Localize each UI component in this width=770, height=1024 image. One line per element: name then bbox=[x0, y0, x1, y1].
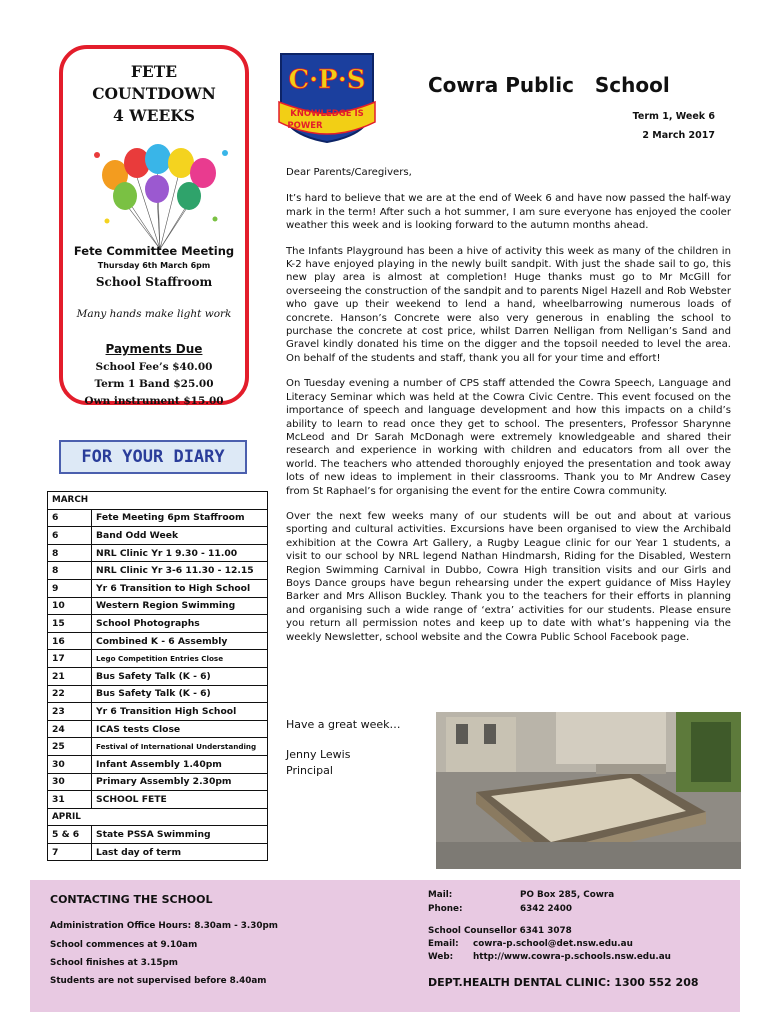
diary-row bbox=[48, 843, 268, 861]
diary-day: 6 bbox=[48, 527, 92, 545]
diary-row bbox=[48, 509, 268, 527]
diary-day: 17 bbox=[48, 650, 92, 668]
email-link[interactable]: cowra-p.school@det.nsw.edu.au bbox=[473, 939, 633, 949]
contact-footer bbox=[30, 880, 740, 1012]
diary-heading: FOR YOUR DIARY bbox=[59, 440, 247, 474]
diary-day: 23 bbox=[48, 703, 92, 721]
diary-day: 15 bbox=[48, 615, 92, 633]
diary-event: School Photographs bbox=[92, 615, 268, 633]
payment-row: School Fee’s $40.00 bbox=[95, 361, 213, 373]
office-hours: Administration Office Hours: 8.30am - 3.30pm bbox=[50, 921, 278, 931]
dental-clinic: DEPT.HEALTH DENTAL CLINIC: 1300 552 208 bbox=[428, 976, 699, 989]
letter-greeting: Dear Parents/Caregivers, bbox=[286, 167, 412, 178]
supervision-note: Students are not supervised before 8.40am bbox=[50, 976, 267, 986]
diary-day: 30 bbox=[48, 773, 92, 791]
diary-month-row bbox=[48, 492, 268, 510]
fete-title-line: COUNTDOWN bbox=[92, 84, 216, 103]
fete-meeting-where: School Staffroom bbox=[95, 275, 213, 289]
diary-event: Combined K - 6 Assembly bbox=[92, 632, 268, 650]
diary-month-row bbox=[48, 808, 268, 826]
diary-event: Fete Meeting 6pm Staffroom bbox=[92, 509, 268, 527]
svg-text:C·P·S: C·P·S bbox=[288, 65, 366, 95]
counsellor: School Counsellor 6341 3078 bbox=[428, 926, 572, 936]
diary-row bbox=[48, 703, 268, 721]
diary-event: NRL Clinic Yr 3-6 11.30 - 12.15 bbox=[92, 562, 268, 580]
diary-day: 24 bbox=[48, 720, 92, 738]
diary-event: State PSSA Swimming bbox=[92, 826, 268, 844]
diary-row bbox=[48, 755, 268, 773]
diary-month: APRIL bbox=[48, 808, 268, 826]
diary-row bbox=[48, 527, 268, 545]
closing-line: Have a great week… bbox=[286, 718, 401, 731]
sandpit-photo bbox=[436, 712, 741, 869]
diary-day: 21 bbox=[48, 667, 92, 685]
diary-table bbox=[47, 491, 268, 861]
diary-event: Yr 6 Transition to High School bbox=[92, 579, 268, 597]
diary-day: 10 bbox=[48, 597, 92, 615]
diary-day: 5 & 6 bbox=[48, 826, 92, 844]
phone-value: 6342 2400 bbox=[520, 904, 573, 914]
diary-row bbox=[48, 773, 268, 791]
diary-event: Festival of International Understanding bbox=[92, 738, 268, 756]
diary-row bbox=[48, 667, 268, 685]
payments-due-title: Payments Due bbox=[105, 342, 203, 356]
fete-title-line: 4 WEEKS bbox=[113, 106, 195, 125]
fete-meeting-when: Thursday 6th March 6pm bbox=[97, 261, 211, 270]
school-commences: School commences at 9.10am bbox=[50, 940, 198, 950]
school-crest-logo bbox=[275, 50, 379, 144]
school-name: Cowra Public School bbox=[428, 73, 670, 97]
diary-day: 22 bbox=[48, 685, 92, 703]
mail-value: PO Box 285, Cowra bbox=[520, 890, 615, 900]
diary-day: 9 bbox=[48, 579, 92, 597]
payment-row: Own instrument $15.00 bbox=[84, 395, 224, 407]
diary-row bbox=[48, 738, 268, 756]
web-label: Web: bbox=[428, 952, 454, 962]
letter-paragraph: On Tuesday evening a number of CPS staff attended the Cowra Speech, Language and Literacy Seminar which was held at the Cowra Civic Centre. This event focused on the importance of speech and language development and how this impacts on a child’s ability to learn to read once they get to school. The presenters, Professor Sharynne McLeod and Dr Sarah McDonagh were extremely knowledgeable and shared their research and experience in working with children and educators from all over the world. The teachers who attended thoroughly enjoyed the presentation and took away lots of new ideas to implement in their classrooms. Thank you to Mr Andrew Casey from St Raphael’s for organising the event for the entire Cowra community. bbox=[286, 378, 731, 497]
diary-day: 8 bbox=[48, 544, 92, 562]
diary-row bbox=[48, 685, 268, 703]
svg-text:POWER: POWER bbox=[287, 121, 323, 131]
fete-meeting-title: Fete Committee Meeting bbox=[73, 244, 235, 258]
diary-event: Last day of term bbox=[92, 843, 268, 861]
diary-event: Western Region Swimming bbox=[92, 597, 268, 615]
diary-day: 25 bbox=[48, 738, 92, 756]
diary-row bbox=[48, 826, 268, 844]
svg-text:KNOWLEDGE IS: KNOWLEDGE IS bbox=[290, 109, 364, 119]
school-finishes: School finishes at 3.15pm bbox=[50, 958, 178, 968]
diary-event: Bus Safety Talk (K - 6) bbox=[92, 667, 268, 685]
diary-row bbox=[48, 544, 268, 562]
signer-name: Jenny Lewis bbox=[286, 748, 351, 761]
diary-event: ICAS tests Close bbox=[92, 720, 268, 738]
diary-event: Yr 6 Transition High School bbox=[92, 703, 268, 721]
diary-event: NRL Clinic Yr 1 9.30 - 11.00 bbox=[92, 544, 268, 562]
payment-row: Term 1 Band $25.00 bbox=[94, 378, 214, 390]
diary-event: Band Odd Week bbox=[92, 527, 268, 545]
letter-paragraph: Over the next few weeks many of our students will be out and about at various sporting and cultural activities. Excursions have been organised to view the Archibald exhibition at the Cowra Art Gallery, a Rugby League clinic for our Year 1 students, a visit to our school by NRL legend Nathan Hindmarsh, Riding for the Disabled, Western Region Swimming Carnival in Dubbo, Cowra High transition visits and our Girls and Boys Dance groups have begun rehearsing under the expert guidance of Miss Hayley Barker and Mrs Allison Buckley. Thank you to the teachers for their efforts in planning and organising such a wide range of ‘extra’ activities for our students. Please ensure you return all permission notes and keep up to date with what’s happening via the weekly Newsletter, school website and the Cowra Public School Facebook page. bbox=[286, 510, 731, 643]
letter-paragraph: The Infants Playground has been a hive of activity this week as many of the children in K-2 have enjoyed playing in the newly built sandpit. With just the shade sail to go, this new play area is almost at completion! Huge thanks must go to Mr McGill for overseeing the construction of the sandpit and to parents Nigel Hazell and Rob Webster who gave up their weekend to lend a hand, wheelbarrowing numerous loads of concrete. Hanson’s Concrete were also very generous in enabling the school to purchase the concrete at cost price, whilst Darren Nelligan from Nelligan’s Sand and Gravel kindly donated his time on the digger and the topsoil needed to level the area. On behalf of the students and staff, thank you all for your time and effort! bbox=[286, 245, 731, 364]
diary-row bbox=[48, 791, 268, 809]
diary-day: 6 bbox=[48, 509, 92, 527]
principal-letter bbox=[286, 166, 731, 656]
term-week: Term 1, Week 6 bbox=[632, 111, 715, 122]
diary-month: MARCH bbox=[48, 492, 268, 510]
diary-day: 31 bbox=[48, 791, 92, 809]
diary-day: 8 bbox=[48, 562, 92, 580]
phone-label: Phone: bbox=[428, 904, 463, 914]
fete-countdown-title bbox=[63, 61, 245, 127]
mail-label: Mail: bbox=[428, 890, 453, 900]
diary-event: Bus Safety Talk (K - 6) bbox=[92, 685, 268, 703]
diary-event: Lego Competition Entries Close bbox=[92, 650, 268, 668]
letter-paragraph: It’s hard to believe that we are at the end of Week 6 and have now passed the half-way mark in the term! After such a hot summer, I am sure everyone has enjoyed the cooler weather this week and is looking forward to the autumn months ahead. bbox=[286, 193, 731, 232]
diary-row bbox=[48, 615, 268, 633]
diary-row bbox=[48, 597, 268, 615]
fete-motto: Many hands make light work bbox=[76, 308, 232, 320]
email-label: Email: bbox=[428, 939, 459, 949]
fete-title-line: FETE bbox=[130, 62, 178, 81]
diary-row bbox=[48, 562, 268, 580]
diary-event: Primary Assembly 2.30pm bbox=[92, 773, 268, 791]
web-link[interactable]: http://www.cowra-p.schools.nsw.edu.au bbox=[473, 952, 671, 962]
diary-row bbox=[48, 579, 268, 597]
diary-row bbox=[48, 650, 268, 668]
diary-day: 16 bbox=[48, 632, 92, 650]
letter-signoff bbox=[286, 717, 426, 779]
contact-title: CONTACTING THE SCHOOL bbox=[50, 893, 213, 906]
balloons-icon bbox=[85, 141, 235, 251]
diary-row bbox=[48, 632, 268, 650]
diary-event: SCHOOL FETE bbox=[92, 791, 268, 809]
diary-day: 30 bbox=[48, 755, 92, 773]
signer-title: Principal bbox=[286, 764, 333, 777]
diary-row bbox=[48, 720, 268, 738]
fete-countdown-box bbox=[59, 45, 249, 405]
newsletter-date: 2 March 2017 bbox=[642, 130, 715, 141]
diary-day: 7 bbox=[48, 843, 92, 861]
diary-event: Infant Assembly 1.40pm bbox=[92, 755, 268, 773]
